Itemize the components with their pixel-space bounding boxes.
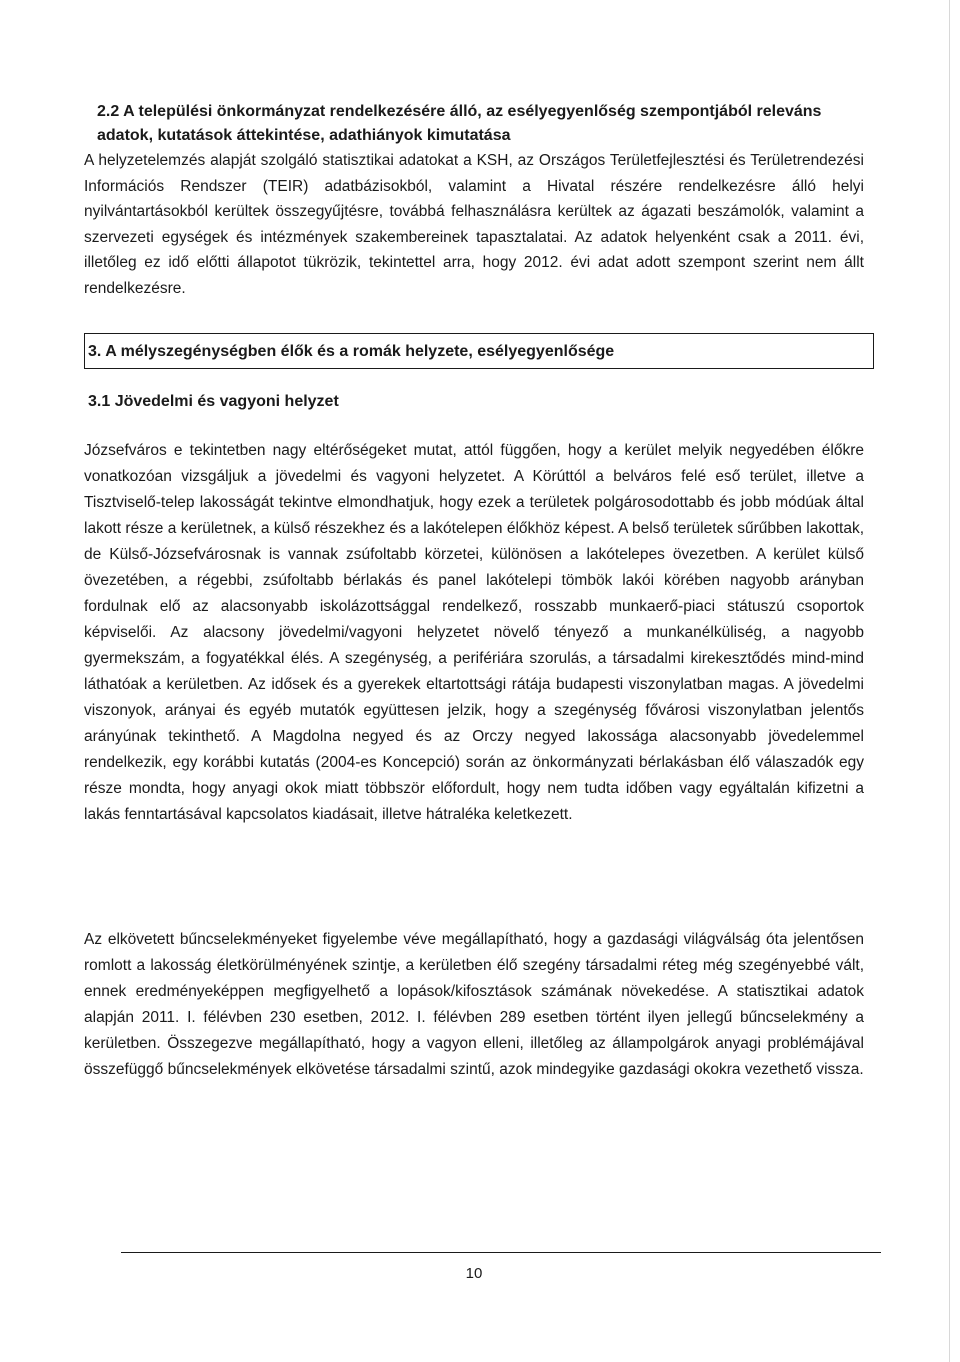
paragraph-crime: Az elkövetett bűncselekményeket figyelembe véve megállapítható, hogy a gazdasági világválság óta jelentősen romlott a lakosság életkörülményének szintje, a kerületben élő szegény társadalmi réteg még szegényebbé vált, ennek eredményeképpen megfigyelhető a lopások/kifosztások számának növekedése. A statisztikai adatok alapján 2011. I. félévben 230 esetben, 2012. I. félévben 289 esetben történt ilyen jellegű bűncselekmény a kerületben. Összegezve megállapítható, hogy a vagyon elleni, illetőleg az állampolgárok anyagi problémájával összefüggő bűncselekmények elkövetése társadalmi szintű, azok mindegyike gazdasági okokra vezethető vissza. — [84, 931, 864, 1078]
paragraph-income-wealth: Józsefváros e tekintetben nagy eltérőségeket mutat, attól függően, hogy a kerület melyik negyedében élőkre vonatkozóan vizsgáljuk a jövedelmi és vagyoni helyzetet. A Körúttól a belváros felé eső terület, illetve a Tisztviselő-telep lakosságát tekintve elmondhatjuk, hogy ezek a területek polgárosodottabb és jobb módúak által lakott része a kerületnek, a külső részekhez és a lakótelepen élőkhöz képest. A belső területek sűrűbben lakottak, de Külső-Józsefvárosnak is vannak zsúfoltabb körzetei, különösen a lakótelepes övezetben. A kerület külső övezetében, a régebbi, zsúfoltabb bérlakás és panel lakótelepi tömbök lakói körében nagyobb arányban fordulnak elő az alacsonyabb iskolázottsággal rendelkező, rosszabb munkaerő-piaci státuszú csoportok képviselői. Az alacsony jövedelmi/vagyoni helyzetet növelő tényező a munkanélküliség, a nagyobb gyermekszám, a fogyatékkal élés. A szegénység, a perifériára szorulás, a társadalmi kirekesztődés mind-mind láthatóak a kerületben. Az idősek és a gyerekek eltartottsági rátája budapesti viszonylatban magas. A jövedelmi viszonyok, arányai és egyéb mutatók együttesen jelzik, hogy a szegénység fővárosi viszonylatban jelentős arányúnak tekinthető. A Magdolna negyed és az Orczy negyed lakossága alacsonyabb jövedelemmel rendelkezik, egy korábbi kutatás (2004-es Koncepció) során az önkormányzati bérlakásban élő válaszadók egy része mondta, hogy anyagi okok miatt többször előfordult, hogy nem tudta időben vagy egyáltalán kifizetni a lakás fenntartásával kapcsolatos kiadásait, illetve hátraléka keletkezett. — [84, 442, 864, 823]
section-3-title: 3. A mélyszegénységben élők és a romák helyzete, esélyegyenlősége — [88, 343, 615, 360]
footer-divider — [121, 1252, 881, 1253]
page-number: 10 — [465, 1265, 483, 1282]
heading-2-2: 2.2 A települési önkormányzat rendelkezésére álló, az esélyegyenlőség szempontjából releváns adatok, kutatások áttekintése, adathiányok kimutatása — [97, 103, 822, 144]
subsection-3-1-title: 3.1 Jövedelmi és vagyoni helyzet — [88, 393, 339, 410]
scan-edge-line — [949, 0, 950, 1362]
intro-paragraph: A helyzetelemzés alapját szolgáló statisztikai adatokat a KSH, az Országos Területfejlesztési és Területrendezési Információs Rendszer (TEIR) adatbázisokból, valamint a Hivatal részére rendelkezésre álló helyi nyilvántartásokból kerültek összegyűjtésre, továbbá felhasználásra kerültek az ágazati beszámolók, valamint a szervezeti egységek és intézmények szakembereinek tapasztalatai. Az adatok helyenként csak a 2011. évi, illetőleg ez idő előtti állapotot tükrözik, tekintettel arra, hogy 2012. évi adat adott szempont szerint nem állt rendelkezésre. — [84, 152, 864, 297]
